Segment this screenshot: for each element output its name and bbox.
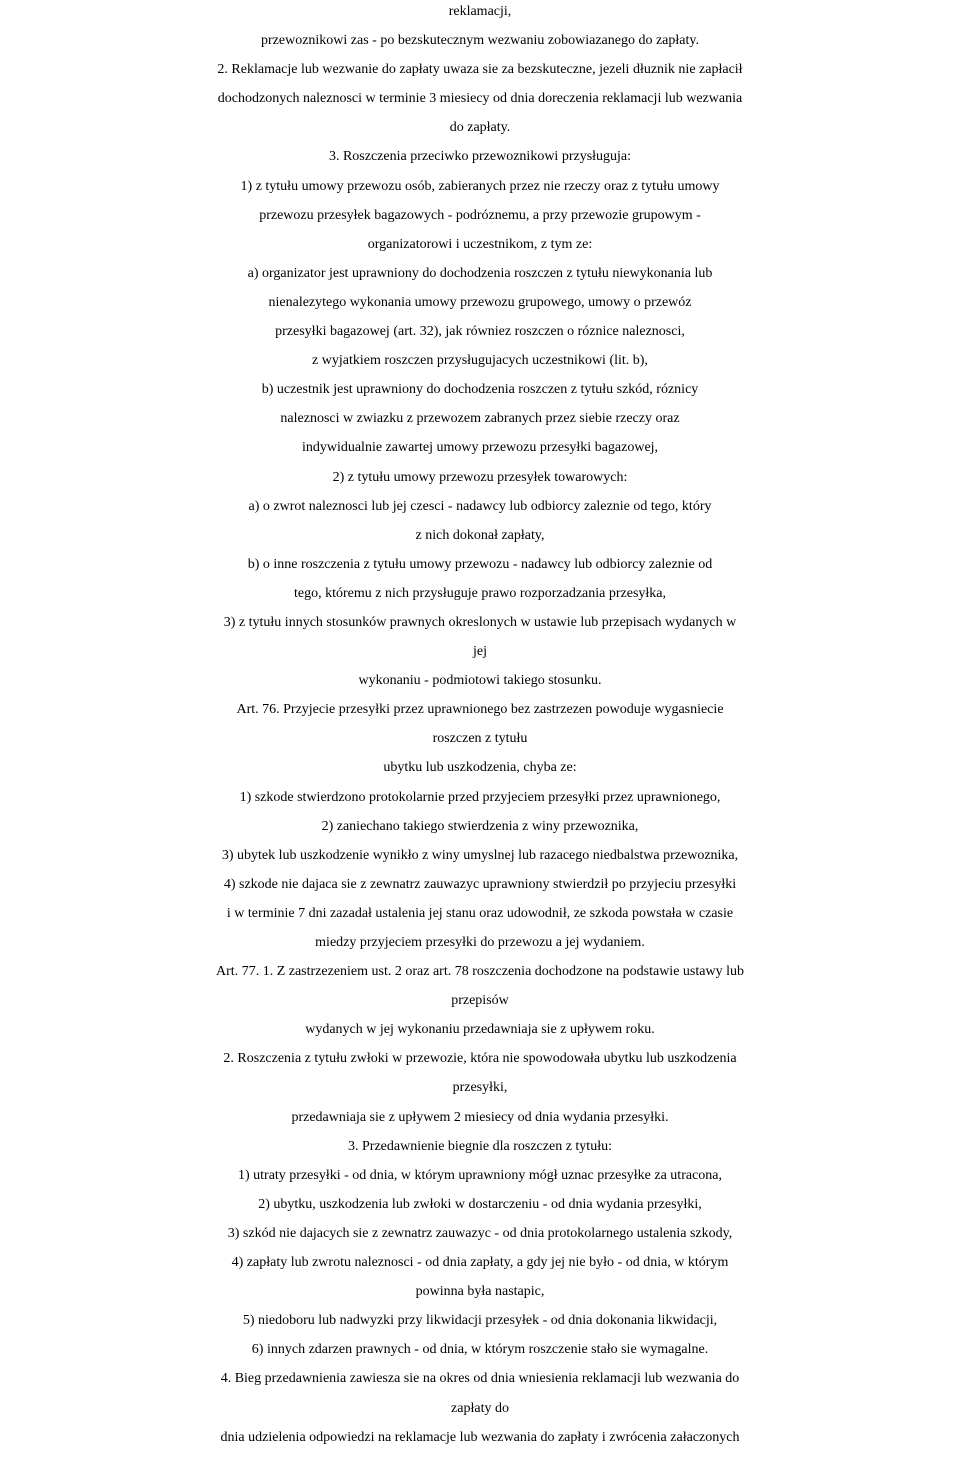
text-line: a) o zwrot naleznosci lub jej czesci - nadawcy lub odbiorcy zaleznie od tego, który xyxy=(248,498,712,514)
text-line: 2) zaniechano takiego stwierdzenia z winy przewoznika, xyxy=(321,818,639,834)
text-line: dochodzonych naleznosci w terminie 3 miesiecy od dnia doreczenia reklamacji lub wezwania xyxy=(217,91,743,107)
text-line: 4) szkode nie dajaca sie z zewnatrz zauwazyc uprawniony stwierdził po przyjeciu przesyłki xyxy=(223,876,737,892)
text-line: przesyłki, xyxy=(452,1080,508,1096)
text-line: naleznosci w zwiazku z przewozem zabranych przez siebie rzeczy oraz xyxy=(280,411,680,427)
text-line: a) organizator jest uprawniony do dochodzenia roszczen z tytułu niewykonania lub xyxy=(247,265,713,281)
text-line: dnia udzielenia odpowiedzi na reklamacje lub wezwania do zapłaty i zwrócenia załaczonych xyxy=(220,1429,740,1445)
text-line: 1) szkode stwierdzono protokolarnie przed przyjeciem przesyłki przez uprawnionego, xyxy=(239,789,721,805)
text-line: przewozu przesyłek bagazowych - podróznemu, a przy przewozie grupowym - xyxy=(259,207,701,223)
text-line: b) o inne roszczenia z tytułu umowy przewozu - nadawcy lub odbiorcy zaleznie od xyxy=(247,556,713,572)
text-line: miedzy przyjeciem przesyłki do przewozu a jej wydaniem. xyxy=(315,935,645,950)
text-line: 4. Bieg przedawnienia zawiesza sie na okres od dnia wniesienia reklamacji lub wezwania do xyxy=(220,1371,740,1387)
text-line: nienalezytego wykonania umowy przewozu grupowego, umowy o przewóz xyxy=(268,294,692,310)
text-line: 3) ubytek lub uszkodzenie wynikło z winy umyslnej lub razacego niedbalstwa przewoznika, xyxy=(221,847,739,863)
text-line: jej xyxy=(473,644,487,660)
text-line: indywidualnie zawartej umowy przewozu przesyłki bagazowej, xyxy=(301,440,659,456)
text-line: z wyjatkiem roszczen przysługujacych uczestnikowi (lit. b), xyxy=(312,353,648,369)
text-line: z nich dokonał zapłaty, xyxy=(415,527,545,543)
text-line: 1) z tytułu umowy przewozu osób, zabieranych przez nie rzeczy oraz z tytułu umowy xyxy=(240,178,720,194)
text-line: b) uczestnik jest uprawniony do dochodzenia roszczen z tytułu szkód, róznicy xyxy=(261,382,699,398)
text-line: reklamacji, xyxy=(448,4,512,19)
text-line: ubytku lub uszkodzenia, chyba ze: xyxy=(383,760,577,776)
text-line: wykonaniu - podmiotowi takiego stosunku. xyxy=(358,673,602,689)
text-line: 3. Roszczenia przeciwko przewoznikowi przysługuja: xyxy=(328,149,632,165)
text-line: 3) z tytułu innych stosunków prawnych okreslonych w ustawie lub przepisach wydanych w xyxy=(223,614,737,630)
text-line: przedawniaja sie z upływem 2 miesiecy od dnia wydania przesyłki. xyxy=(291,1109,669,1125)
text-line: 5) niedoboru lub nadwyzki przy likwidacji przesyłek - od dnia dokonania likwidacji, xyxy=(242,1313,718,1329)
text-line: Art. 77. 1. Z zastrzezeniem ust. 2 oraz art. 78 roszczenia dochodzone na podstawie ustawy lub xyxy=(216,964,744,980)
text-line: przepisów xyxy=(451,993,509,1009)
text-line: zapłaty do xyxy=(451,1400,509,1416)
text-line: wydanych w jej wykonaniu przedawniaja sie z upływem roku. xyxy=(305,1022,655,1038)
text-line: tego, któremu z nich przysługuje prawo rozporzadzania przesyłka, xyxy=(293,585,667,601)
text-line: 2) z tytułu umowy przewozu przesyłek towarowych: xyxy=(332,469,628,485)
text-line: przesyłki bagazowej (art. 32), jak równiez roszczen o róznice naleznosci, xyxy=(275,324,685,340)
text-line: powinna była nastapic, xyxy=(415,1284,545,1300)
text-line: do zapłaty. xyxy=(449,120,511,136)
text-line: i w terminie 7 dni zazadał ustalenia jej stanu oraz udowodnił, ze szkoda powstała w czasie xyxy=(226,905,734,921)
text-line: 4) zapłaty lub zwrotu naleznosci - od dnia zapłaty, a gdy jej nie było - od dnia, w którym xyxy=(231,1255,729,1271)
text-line: 2. Roszczenia z tytułu zwłoki w przewozie, która nie spowodowała ubytku lub uszkodzenia xyxy=(223,1051,737,1067)
text-line: 3) szkód nie dajacych sie z zewnatrz zauwazyc - od dnia protokolarnego ustalenia szkody, xyxy=(227,1225,733,1241)
text-line: roszczen z tytułu xyxy=(432,731,528,747)
text-line: 3. Przedawnienie biegnie dla roszczen z tytułu: xyxy=(348,1138,612,1154)
text-line: 2) ubytku, uszkodzenia lub zwłoki w dostarczeniu - od dnia wydania przesyłki, xyxy=(258,1196,702,1212)
text-line: 2. Reklamacje lub wezwanie do zapłaty uwaza sie za bezskuteczne, jezeli dłuznik nie zapłacił xyxy=(217,62,743,78)
text-line: 1) utraty przesyłki - od dnia, w którym uprawniony mógł uznac przesyłke za utracona, xyxy=(237,1167,722,1183)
text-line: 6) innych zdarzen prawnych - od dnia, w którym roszczenie stało sie wymagalne. xyxy=(251,1342,709,1358)
text-line: organizatorowi i uczestnikom, z tym ze: xyxy=(367,236,593,252)
text-line: Art. 76. Przyjecie przesyłki przez uprawnionego bez zastrzezen powoduje wygasniecie xyxy=(236,702,724,718)
text-line: przewoznikowi zas - po bezskutecznym wezwaniu zobowiazanego do zapłaty. xyxy=(261,33,699,49)
